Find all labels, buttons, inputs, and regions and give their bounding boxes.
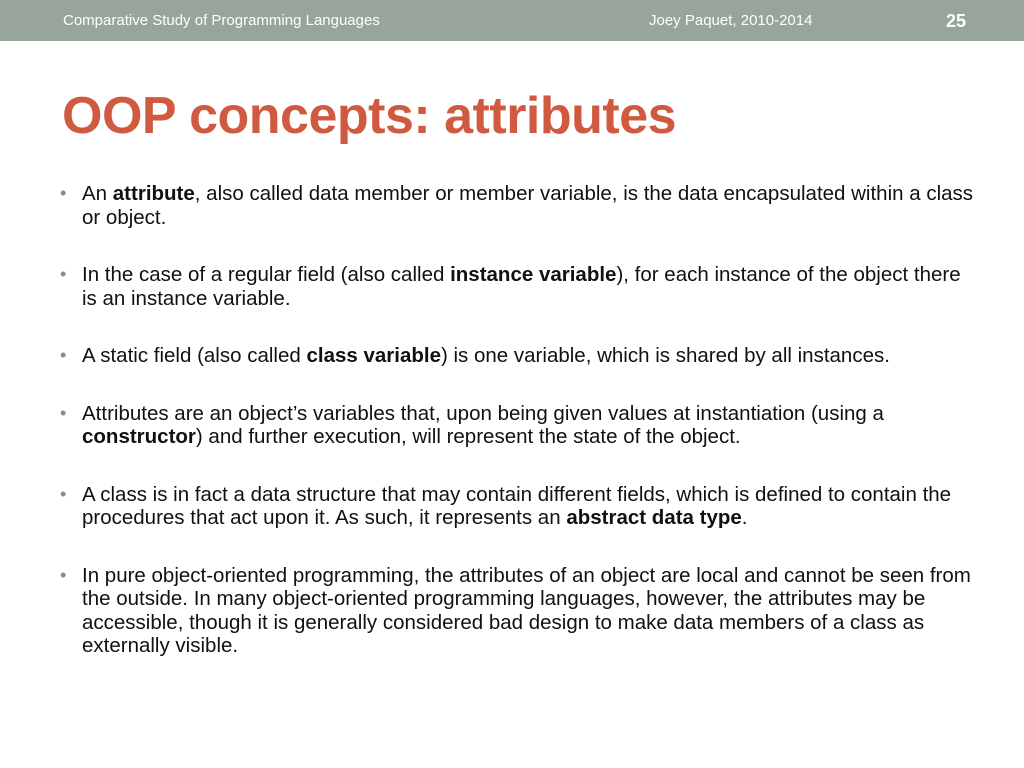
bullet-text: A class is in fact a data structure that may contain different fields, which is defined to contain the procedures that act upon it. As such, it represents an	[82, 482, 952, 529]
bullet-text: Attributes are an object’s variables that, upon being given values at instantiation (using a	[82, 401, 884, 425]
bullet-encapsulation	[60, 564, 975, 658]
page-number: 25	[945, 11, 967, 31]
bullet-constructor	[60, 402, 975, 449]
bullet-abstract-data-type	[60, 483, 975, 530]
bullet-list	[60, 182, 975, 692]
slide-title: OOP concepts: attributes	[62, 87, 677, 145]
bullet-instance-variable	[60, 263, 975, 310]
bullet-text: .	[741, 506, 748, 529]
bullet-bold-term: instance variable	[450, 263, 617, 286]
bullet-text: ), for each instance of the object there is an instance variable.	[82, 263, 961, 310]
course-title: Comparative Study of Programming Languages	[63, 12, 380, 29]
bullet-bold-term: class variable	[306, 344, 441, 367]
bullet-bold-term: constructor	[82, 425, 196, 448]
bullet-text: ) is one variable, which is shared by all instances.	[440, 344, 890, 367]
bullet-bold-term: abstract data type	[566, 506, 742, 529]
bullet-text: , also called data member or member variable, is the data encapsulated within a class or object.	[82, 182, 974, 229]
author-date: Joey Paquet, 2010-2014	[649, 12, 813, 29]
bullet-text: ) and further execution, will represent the state of the object.	[195, 425, 741, 448]
bullet-bold-term: attribute	[112, 182, 195, 205]
bullet-attribute-definition	[60, 182, 975, 229]
bullet-text: In the case of a regular field (also called	[82, 263, 451, 286]
bullet-text: A static field (also called	[82, 344, 307, 367]
bullet-class-variable	[60, 344, 975, 368]
bullet-text: In pure object-oriented programming, the attributes of an object are local and cannot be seen from the outside. In many object-oriented programming languages, however, the attributes may be accessible, though it is generally considered bad design to make data members of a class as externally visible.	[82, 563, 971, 657]
bullet-text: An	[82, 182, 113, 205]
header-bar	[0, 0, 1024, 41]
